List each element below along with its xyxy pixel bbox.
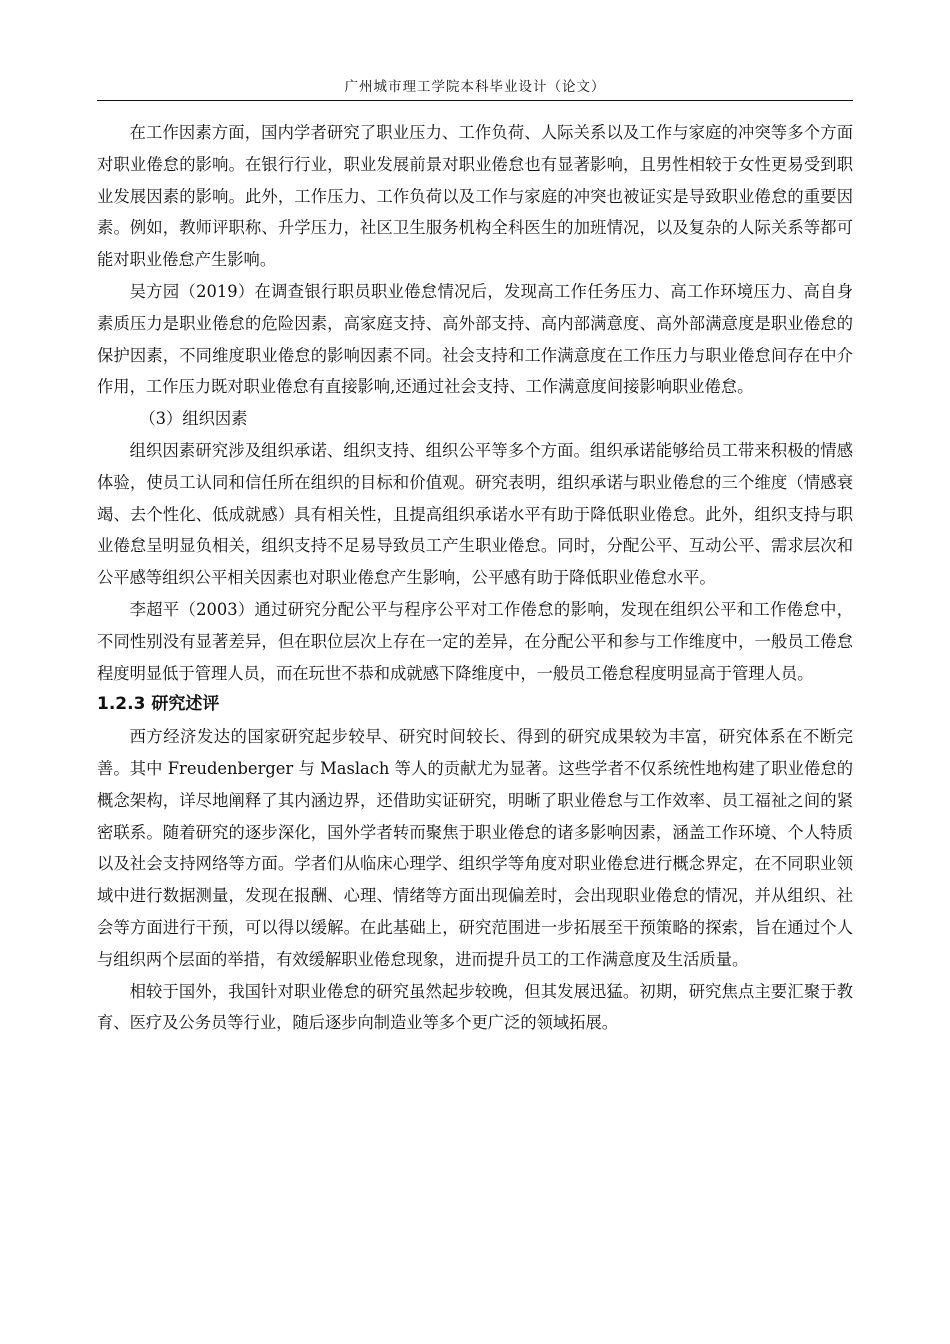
- paragraph-organizational-factors: 组织因素研究涉及组织承诺、组织支持、组织公平等多个方面。组织承诺能够给员工带来积极的情感体验，使员工认同和信任所在组织的目标和价值观。研究表明，组织承诺与职业倦怠的三个维度（情感衰竭、去个性化、低成就感）具有相关性，且提高组织承诺水平有助于降低职业倦怠。此外，组织支持与职业倦怠呈明显负相关，组织支持不足易导致员工产生职业倦怠。同时，分配公平、互动公平、需求层次和公平感等组织公平相关因素也对职业倦怠产生影响，公平感有助于降低职业倦怠水平。: [97, 440, 853, 588]
- page-header: 广州城市理工学院本科毕业设计（论文）: [344, 79, 606, 95]
- paragraph-work-factors: 在工作因素方面，国内学者研究了职业压力、工作负荷、人际关系以及工作与家庭的冲突等多个方面对职业倦怠的影响。在银行行业，职业发展前景对职业倦怠也有显著影响，且男性相较于女性更易受到职业发展因素的影响。此外，工作压力、工作负荷以及工作与家庭的冲突也被证实是导致职业倦怠的重要因素。例如，教师评职称、升学压力，社区卫生服务机构全科医生的加班情况，以及复杂的人际关系等都可能对职业倦怠产生影响。: [97, 123, 853, 270]
- header-divider: [97, 100, 853, 101]
- paragraph-western-research: 西方经济发达的国家研究起步较早、研究时间较长、得到的研究成果较为丰富，研究体系在不断完善。其中 Freudenberger 与 Maslach 等人的贡献尤为显著。这些学者不仅系统性地构建了职业倦怠的概念架构，详尽地阐释了其内涵边界，还借助实证研究，明晰了职业倦怠与工作效率、员工福祉之间的紧密联系。随着研究的逐步深化，国外学者转而聚焦于职业倦怠的诸多影响因素，涵盖工作环境、个人特质以及社会支持网络等方面。学者们从临床心理学、组织学等角度对职业倦怠进行概念界定，在不同职业领域中进行数据测量，发现在报酬、心理、情绪等方面出现偏差时，会出现职业倦怠的情况，并从组织、社会等方面进行干预，可以得以缓解。在此基础上，研究范围进一步拓展至干预策略的探索，旨在通过个人与组织两个层面的举措，有效缓解职业倦怠现象，进而提升员工的工作满意度及生活质量。: [97, 727, 853, 969]
- subheading-organizational-factors: （3）组织因素: [139, 409, 248, 429]
- page-body: [97, 117, 853, 1039]
- paragraph-wu-fangyuan: 吴方园（2019）在调查银行职员职业倦怠情况后，发现高工作任务压力、高工作环境压力、高自身素质压力是职业倦怠的危险因素，高家庭支持、高外部支持、高内部满意度、高外部满意度是职业倦怠的保护因素，不同维度职业倦怠的影响因素不同。社会支持和工作满意度在工作压力与职业倦怠间存在中介作用，工作压力既对职业倦怠有直接影响,还通过社会支持、工作满意度间接影响职业倦怠。: [97, 281, 853, 397]
- section-heading-research-review: 1.2.3 研究述评: [97, 694, 220, 715]
- paragraph-li-chaoping: 李超平（2003）通过研究分配公平与程序公平对工作倦怠的影响，发现在组织公平和工作倦怠中，不同性别没有显著差异，但在职位层次上存在一定的差异，在分配公平和参与工作维度中，一般员工倦怠程度明显低于管理人员，而在玩世不恭和成就感下降维度中，一般员工倦怠程度明显高于管理人员。: [97, 599, 853, 683]
- paragraph-domestic-research: 相较于国外，我国针对职业倦怠的研究虽然起步较晚，但其发展迅猛。初期，研究焦点主要汇聚于教育、医疗及公务员等行业，随后逐步向制造业等多个更广泛的领域拓展。: [97, 981, 853, 1033]
